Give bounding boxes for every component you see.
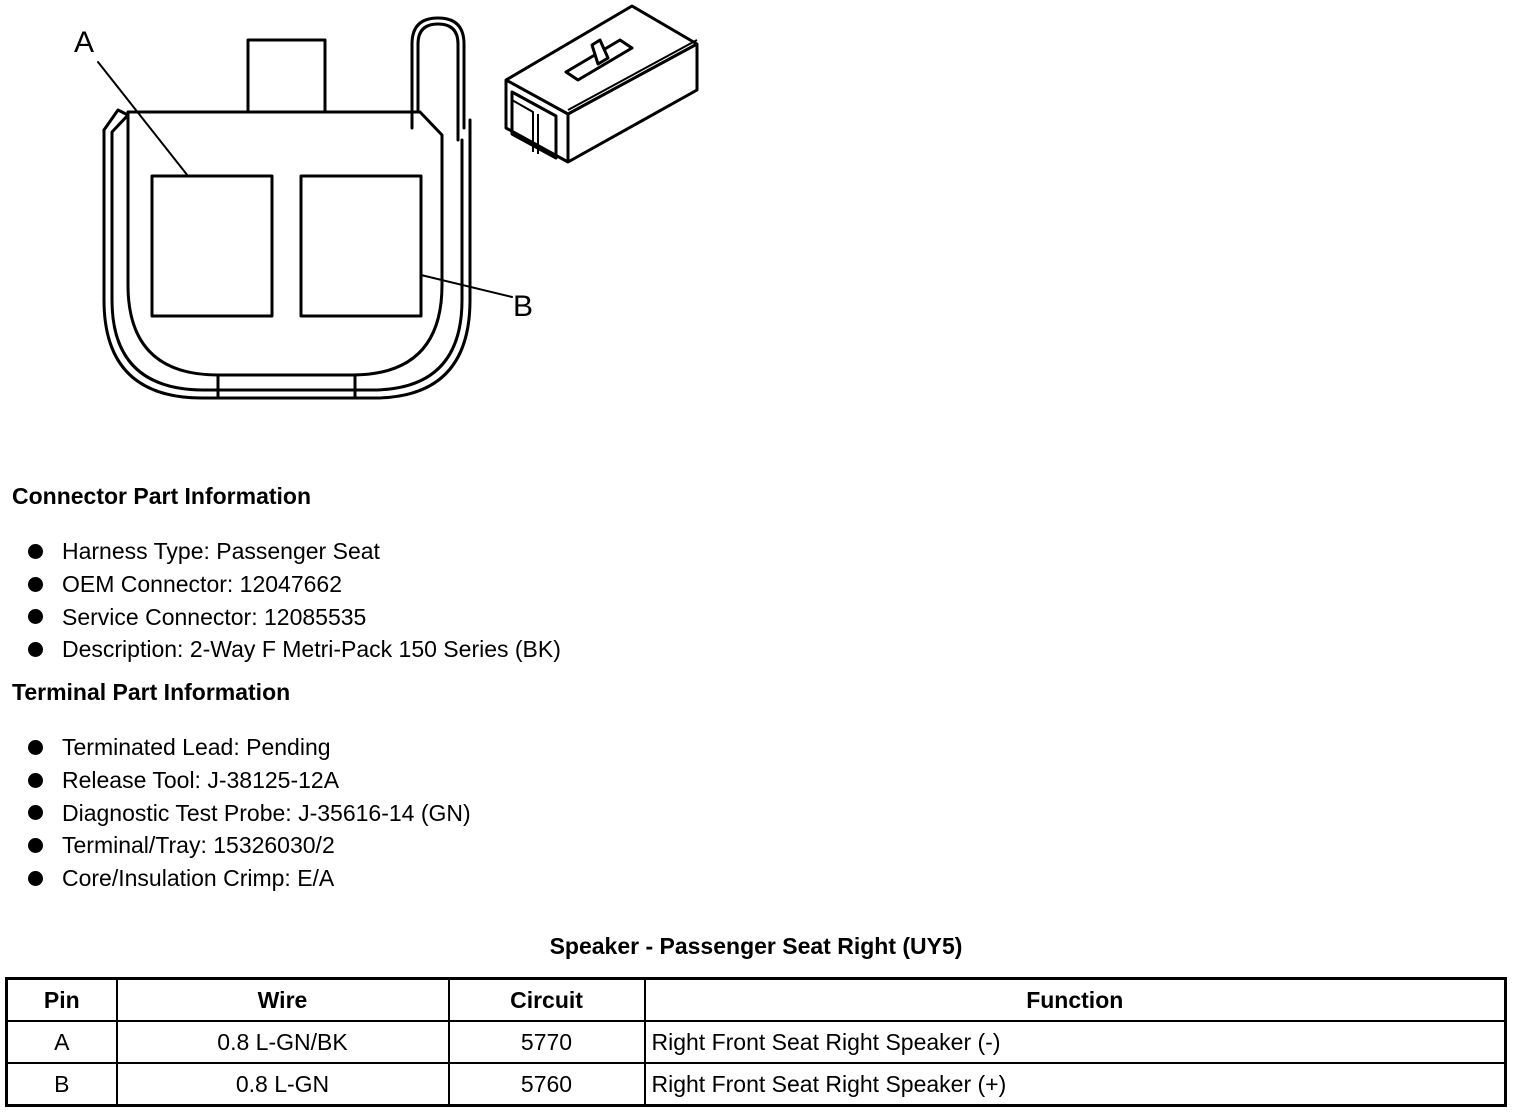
cell-wire: 0.8 L-GN/BK: [117, 1021, 449, 1063]
cell-function: Right Front Seat Right Speaker (+): [645, 1063, 1506, 1106]
bullet-icon: [28, 838, 43, 853]
cell-wire: 0.8 L-GN: [117, 1063, 449, 1106]
list-item: Description: 2-Way F Metri-Pack 150 Series (BK): [28, 633, 561, 666]
connector-face: [128, 112, 442, 375]
list-item: Harness Type: Passenger Seat: [28, 535, 561, 568]
header-circuit: Circuit: [449, 979, 645, 1022]
list-item: Core/Insulation Crimp: E/A: [28, 862, 471, 895]
callout-b-leader: [421, 275, 512, 297]
connector-housing-inner: [112, 115, 462, 390]
list-item: OEM Connector: 12047662: [28, 568, 561, 601]
bullet-icon: [28, 544, 43, 559]
bullet-icon: [28, 805, 43, 820]
callout-b-label: B: [513, 290, 534, 323]
list-item: Service Connector: 12085535: [28, 601, 561, 634]
cell-pin: A: [7, 1021, 117, 1063]
terminal-info-list: [28, 731, 471, 895]
table-header-row: [7, 979, 1506, 1022]
header-function: Function: [645, 979, 1506, 1022]
list-item: Diagnostic Test Probe: J-35616-14 (GN): [28, 797, 471, 830]
bullet-icon: [28, 642, 43, 657]
cell-pin: B: [7, 1063, 117, 1106]
list-item: Terminated Lead: Pending: [28, 731, 471, 764]
callout-a-label: A: [74, 26, 95, 59]
cell-function: Right Front Seat Right Speaker (-): [645, 1021, 1506, 1063]
table-title: Speaker - Passenger Seat Right (UY5): [549, 933, 963, 959]
list-item: Release Tool: J-38125-12A: [28, 764, 471, 797]
bullet-icon: [28, 871, 43, 886]
bullet-icon: [28, 577, 43, 592]
connector-info-list: [28, 535, 561, 666]
connector-tab: [248, 40, 325, 112]
bullet-icon: [28, 773, 43, 788]
header-wire: Wire: [117, 979, 449, 1022]
terminal-info-heading: Terminal Part Information: [12, 679, 291, 705]
terminal-cavity-b: [301, 176, 421, 316]
bullet-icon: [28, 609, 43, 624]
connector-info-heading: Connector Part Information: [12, 483, 312, 509]
pinout-table: [5, 977, 1507, 1107]
cell-circuit: 5760: [449, 1063, 645, 1106]
terminal-cavity-a: [152, 176, 272, 316]
connector-isometric: [506, 6, 697, 162]
cell-circuit: 5770: [449, 1021, 645, 1063]
connector-diagram: [0, 0, 720, 420]
table-row: [7, 1021, 1506, 1063]
bullet-icon: [28, 740, 43, 755]
list-item: Terminal/Tray: 15326030/2: [28, 829, 471, 862]
table-row: [7, 1063, 1506, 1106]
header-pin: Pin: [7, 979, 117, 1022]
